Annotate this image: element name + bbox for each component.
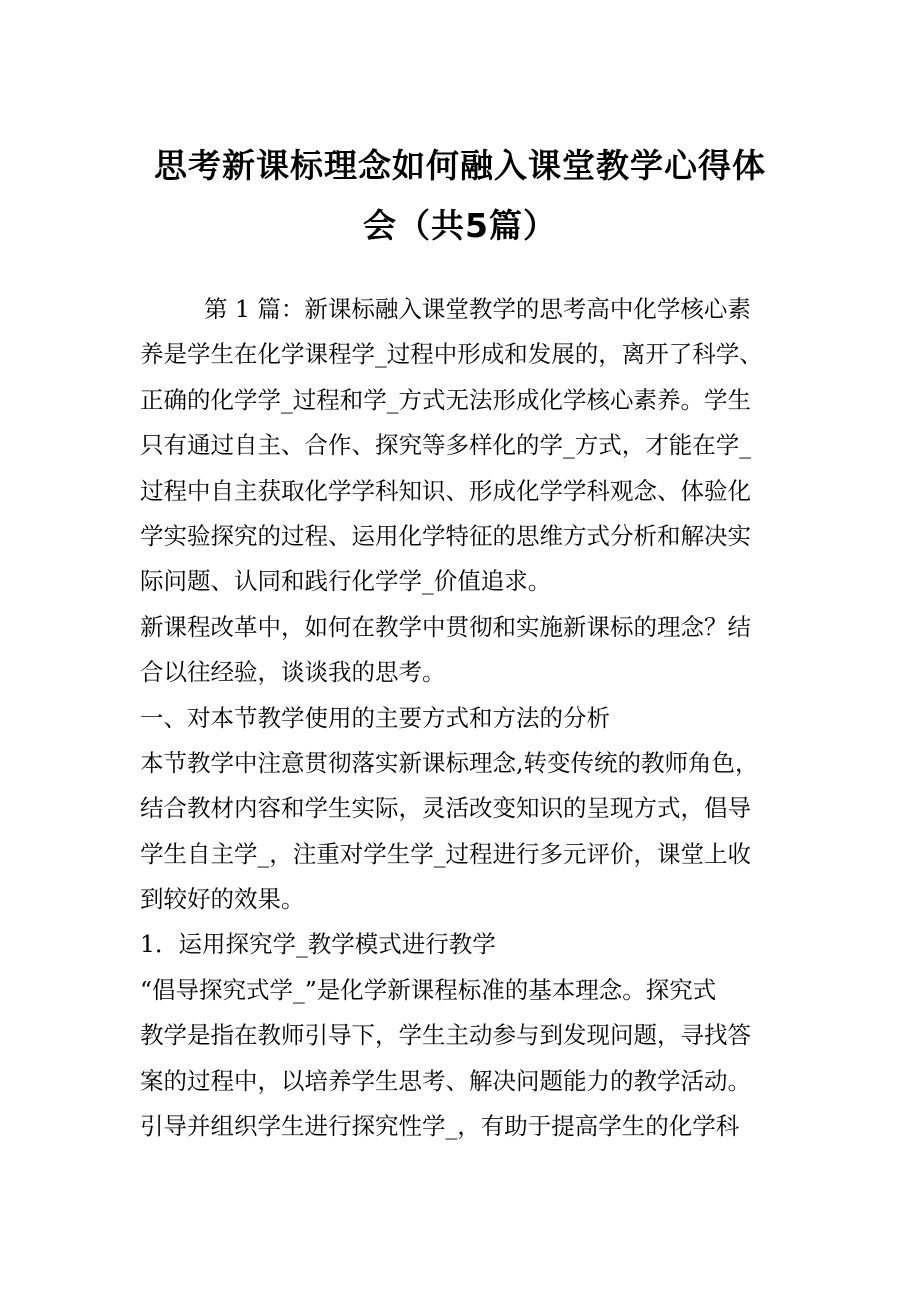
document-title-line-1: 思考新课标理念如何融入课堂教学心得体 bbox=[154, 146, 766, 185]
body-line: 第 1 篇：新课标融入课堂教学的思考高中化学核心素 bbox=[204, 295, 751, 323]
body-line: 养是学生在化学课程学_过程中形成和发展的，离开了科学、 bbox=[140, 340, 763, 369]
body-line: 合以往经验，谈谈我的思考。 bbox=[140, 658, 446, 687]
body-line: 新课程改革中，如何在教学中贯彻和实施新课标的理念？结 bbox=[140, 612, 751, 641]
body-line: 只有通过自主、合作、探究等多样化的学_方式，才能在学_ bbox=[140, 431, 751, 460]
body-line: 本节教学中注意贯彻落实新课标理念,转变传统的教师角色， bbox=[140, 748, 759, 777]
body-line: 到较好的效果。 bbox=[140, 885, 305, 914]
body-line: 引导并组织学生进行探究性学_，有助于提高学生的化学科 bbox=[140, 1112, 740, 1141]
body-line: 正确的化学学_过程和学_方式无法形成化学核心素养。学生 bbox=[140, 385, 751, 414]
body-line: 学生自主学_，注重对学生学_过程进行多元评价，课堂上收 bbox=[140, 839, 751, 868]
body-line: 学实验探究的过程、运用化学特征的思维方式分析和解决实 bbox=[140, 521, 751, 550]
section-heading: 一、对本节教学使用的主要方式和方法的分析 bbox=[140, 703, 610, 732]
body-line: 过程中自主获取化学学科知识、形成化学学科观念、体验化 bbox=[140, 476, 751, 505]
body-line: “倡导探究式学_”是化学新课程标准的基本理念。探究式 bbox=[140, 975, 717, 1004]
document-title-line-2: 会（共5篇） bbox=[363, 206, 557, 245]
body-line: 案的过程中，以培养学生思考、解决问题能力的教学活动。 bbox=[140, 1066, 751, 1095]
body-line: 结合教材内容和学生实际，灵活改变知识的呈现方式，倡导 bbox=[140, 794, 751, 823]
subsection-heading: 1．运用探究学_教学模式进行教学 bbox=[140, 930, 496, 959]
document-body bbox=[140, 287, 800, 1149]
body-line: 际问题、认同和践行化学学_价值追求。 bbox=[140, 567, 552, 596]
body-line: 教学是指在教师引导下，学生主动参与到发现问题，寻找答 bbox=[140, 1021, 751, 1050]
